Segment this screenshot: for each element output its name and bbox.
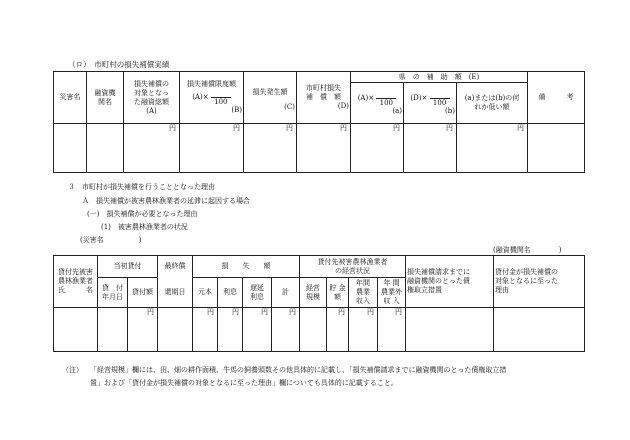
header-total-loan-label: 損失補償の 対象となっ た融資総額 xyxy=(134,79,169,106)
header-subsidy-a-fraction xyxy=(376,90,396,107)
cell-due-date xyxy=(158,308,193,352)
header-loan-date: 貸 付 年月日 xyxy=(98,278,128,308)
header-limit xyxy=(180,72,244,124)
cell-total-loan: 円 xyxy=(124,124,180,173)
header-collection-measures: 損失補償請求までに 融資機関のとった債 権取立措置 xyxy=(406,256,494,308)
header-overdue-date: 還期日 xyxy=(158,278,193,308)
header-savings: 貯 金 額 xyxy=(327,278,349,308)
header-municipal-comp-sub: (D) xyxy=(337,102,349,110)
header-principal: 元本 xyxy=(193,278,218,308)
header-loss-reason: 貸付金が損失補償の 対象となるに至った 理由 xyxy=(494,256,585,308)
note-label: （注） xyxy=(62,366,83,374)
header-limit-fraction xyxy=(211,89,231,106)
cell-farm-income: 円 xyxy=(349,308,378,352)
cell-principal: 円 xyxy=(193,308,218,352)
header-mgmt-status: 貸付先被害農林漁業者 の経営状況 xyxy=(300,256,406,278)
cell-scale xyxy=(300,308,327,352)
cell-municipal-comp: 円 xyxy=(297,124,351,173)
header-disaster-name: 災害名 xyxy=(54,72,87,124)
header-loss-amount-sub: (C) xyxy=(284,102,295,111)
header-subsidy-a-sub: (a) xyxy=(392,107,402,115)
cell-debtor-name xyxy=(54,308,98,352)
header-total-loan-sub: (A) xyxy=(146,106,157,115)
header-municipal-comp-label: 市町村損失 補 償 額 xyxy=(306,84,341,101)
cell-total: 円 xyxy=(272,308,300,352)
header-initial-loan: 当初貸付 xyxy=(98,256,158,278)
header-subsidy-a xyxy=(351,83,404,124)
debtor-status-table xyxy=(53,255,585,352)
cell-loss-amount: 円 xyxy=(244,124,297,173)
cell-subsidy-a: 円 xyxy=(351,124,404,173)
cell-lender xyxy=(87,124,124,173)
cell-late-interest: 円 xyxy=(243,308,272,352)
header-subsidy-b-fraction xyxy=(430,90,450,107)
cell-savings: 円 xyxy=(327,308,349,352)
cell-disaster xyxy=(54,124,87,173)
header-late-interest: 遅延 利息 xyxy=(243,278,272,308)
institution-name-label: (融資機関名 ) xyxy=(493,246,562,254)
header-loss-amount-label: 損失発生額 xyxy=(252,87,288,96)
header-loss-group: 損 失 額 xyxy=(193,256,300,278)
header-loss-amount xyxy=(244,72,297,124)
header-interest: 利息 xyxy=(218,278,243,308)
cell-limit: 円 xyxy=(180,124,244,173)
header-farm-income: 年間 農業 収入 xyxy=(349,278,378,308)
note-line-1: 「経営規模」欄には、田、畑の耕作面積、牛馬の飼養頭数その他具体的に記載し、「損失補償請求までに融資機関のとった債権取立措 xyxy=(90,366,507,374)
cell-loan-date xyxy=(98,308,128,352)
disaster-name-label: (災害名 ) xyxy=(80,236,142,244)
cell-loss-reason xyxy=(494,308,585,352)
section3-sub-1: (一) 損失補償が必要となった理由 xyxy=(87,210,198,218)
note-line-2: 置」および「貸付金が損失補償の対象となるに至った理由」欄についても具体的に記載すること。 xyxy=(90,379,398,387)
cell-subsidy-lower: 円 xyxy=(457,124,528,173)
cell-nonfarm-income: 円 xyxy=(378,308,406,352)
section-title-b: （ロ） 市町村の損失補償実績 xyxy=(68,60,170,69)
header-limit-den: 100 xyxy=(214,98,228,106)
header-subsidy-a-prefix: (A)× xyxy=(357,94,375,102)
header-total-loan xyxy=(124,72,180,124)
header-lender: 融資機 関名 xyxy=(87,72,124,124)
section3-heading: ３ 市町村が損失補償を行うこととなった理由 xyxy=(68,183,215,191)
header-prefecture-subsidy: 県 の 補 助 額 (E) xyxy=(351,72,528,83)
loss-compensation-table xyxy=(53,71,585,173)
header-scale: 経営 規模 xyxy=(300,278,327,308)
header-nonfarm-income: 年 間 農業外 収 入 xyxy=(378,278,406,308)
cell-remarks xyxy=(528,124,585,173)
cell-collection-measures xyxy=(406,308,494,352)
header-limit-prefix: (A)× xyxy=(192,93,209,101)
header-subsidy-lower: (a)または(b)の何 れか低い額 xyxy=(457,83,528,124)
header-limit-label: 損失補償限度額 xyxy=(187,80,236,88)
header-subsidy-b-sub: (b) xyxy=(445,107,455,115)
header-debtor-name: 貸付先被害 農林漁業者 氏 名 xyxy=(54,256,98,308)
header-subsidy-b xyxy=(404,83,457,124)
header-total: 計 xyxy=(272,278,300,308)
header-final-due: 最終償 xyxy=(158,256,193,278)
section3-sub-1-1: (1) 被害農林漁業者の状況 xyxy=(101,223,188,231)
header-subsidy-a-den: 100 xyxy=(379,99,393,107)
header-subsidy-b-den: 100 xyxy=(432,99,447,107)
cell-loan-amount: 円 xyxy=(128,308,158,352)
section3-sub-a: Ａ 損失補償が被害農林漁業者の延滞に起因する場合 xyxy=(82,197,250,205)
header-limit-sub: (B) xyxy=(231,106,242,114)
header-loan-amount: 貸付額 xyxy=(128,278,158,308)
cell-interest: 円 xyxy=(218,308,243,352)
header-remarks: 備 考 xyxy=(528,72,585,124)
cell-subsidy-b: 円 xyxy=(404,124,457,173)
header-subsidy-b-prefix: (D)× xyxy=(410,94,428,102)
header-municipal-comp xyxy=(297,72,351,124)
